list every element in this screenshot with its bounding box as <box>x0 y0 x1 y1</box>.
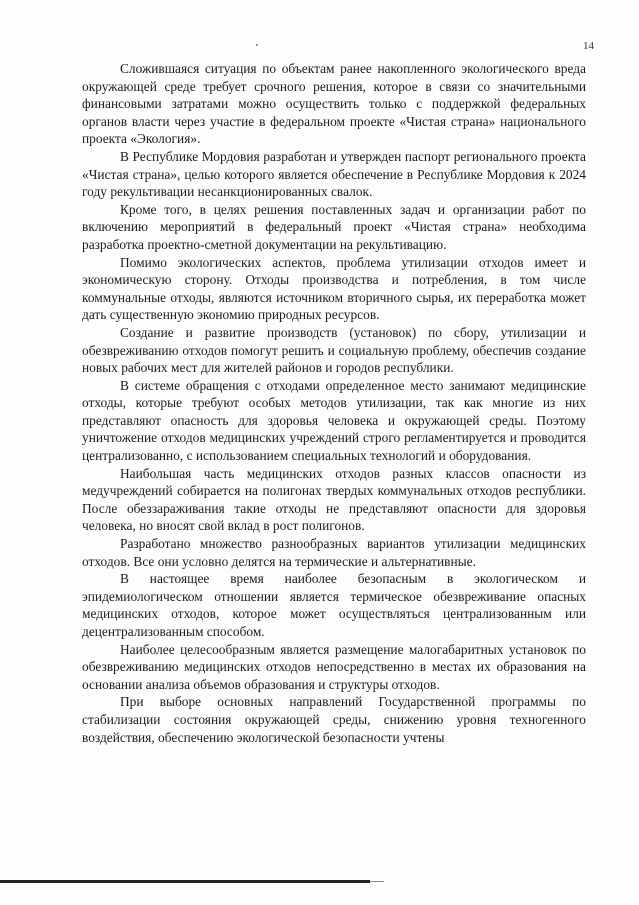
paragraph-disposal-variants: Разработано множество разнообразных вариантов утилизации медицинских отходов. Все они условно делятся на термические и альтернативные. <box>82 536 586 569</box>
bottom-scan-rule-tail <box>370 881 384 882</box>
document-body <box>82 60 586 746</box>
paragraph-design-documentation: Кроме того, в целях решения поставленных задач и организации работ по включению мероприятий в федеральный проект «Чистая страна» необходима разработка проектно-сметной документации на рекультивацию. <box>82 201 586 252</box>
scan-artifact-dot <box>256 44 258 46</box>
bottom-scan-rule <box>0 880 370 883</box>
paragraph-accumulated-damage: Сложившаяся ситуация по объектам ранее накопленного экологического вреда окружающей среде требует срочного решения, которое в связи со значительными финансовыми затратами можно осуществить только с поддержкой федеральных органов власти через участие в федеральном проекте «Чистая страна» национального проекта «Экология». <box>82 61 586 147</box>
paragraph-regional-project: В Республике Мордовия разработан и утвержден паспорт регионального проекта «Чистая страна», целью которого является обеспечение в Республике Мордовия к 2024 году рекультивации несанкционированных свалок. <box>82 148 586 200</box>
page-number: 14 <box>583 40 594 52</box>
paragraph-social-aspect: Создание и развитие производств (установок) по сбору, утилизации и обезвреживанию отходов помогут решить и социальную проблему, обеспечив создание новых рабочих мест для жителей районов и городов республики. <box>82 324 586 376</box>
paragraph-medical-waste-landfills: Наибольшая часть медицинских отходов разных классов опасности из медучреждений собирается на полигонах твердых коммунальных отходов республики. После обеззараживания такие отходы не представляют опасности для здоровья человека, но вносят свой вклад в рост полигонов. <box>82 465 586 534</box>
paragraph-state-program: При выборе основных направлений Государственной программы по стабилизации состояния окружающей среды, снижению уровня техногенного воздействия, обеспечению экологической безопасности учтены <box>82 694 586 745</box>
paragraph-economic-aspect: Помимо экологических аспектов, проблема утилизации отходов имеет и экономическую сторону. Отходы производства и потребления, в том числе коммунальные отходы, являются источником вторичного сырья, их переработка может дать существенную экономию природных ресурсов. <box>82 254 586 323</box>
paragraph-thermal-treatment: В настоящее время наиболее безопасным в экологическом и эпидемиологическом отношении является термическое обезвреживание опасных медицинских отходов, которое может осуществляться централизованным или децентрализованным способом. <box>82 571 586 639</box>
paragraph-medical-waste: В системе обращения с отходами определенное место занимают медицинские отходы, которые требуют особых методов утилизации, так как многие из них представляют опасность для здоровья человека и окружающей среды. Поэтому уничтожение отходов медицинских учреждений строго регламентируется и проводится централизованно, с использованием специальных технологий и оборудования. <box>82 377 586 464</box>
paragraph-small-installations: Наиболее целесообразным является размещение малогабаритных установок по обезвреживанию медицинских отходов непосредственно в местах их образования на основании анализа объемов образования и структуры отходов. <box>82 641 586 692</box>
